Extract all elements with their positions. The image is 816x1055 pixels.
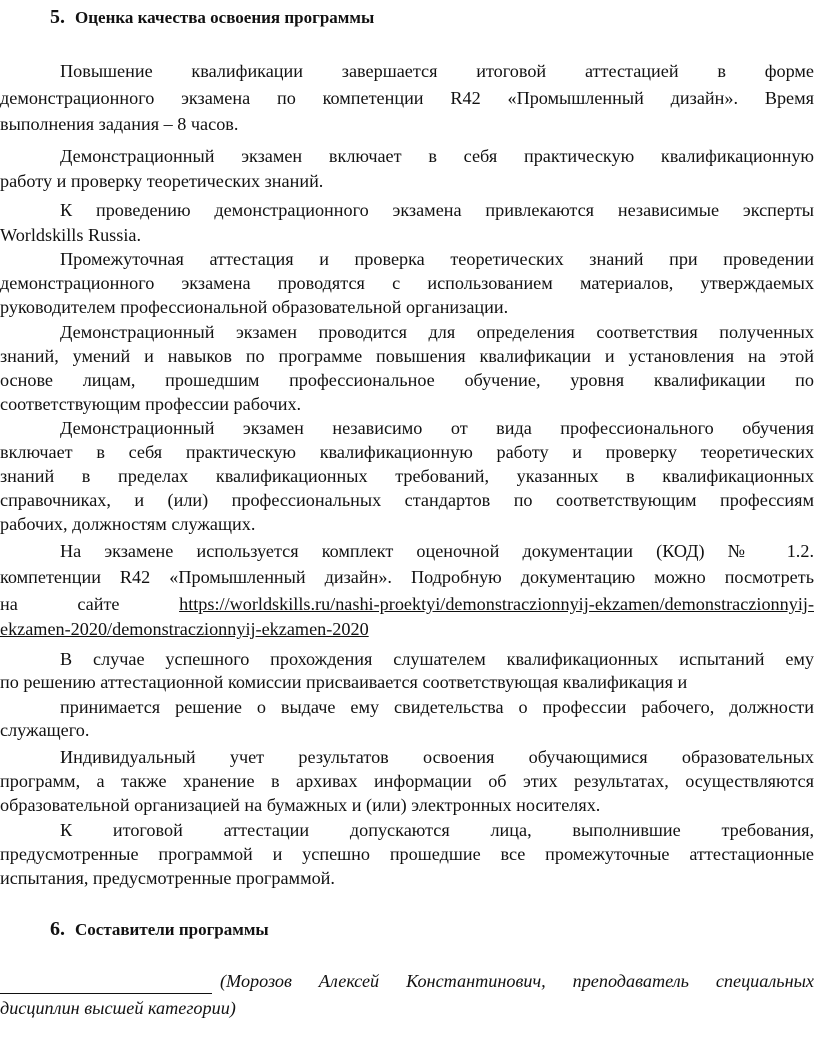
paragraph-line: знаний в пределах квалификационных требований, указанных в квалификационных xyxy=(0,466,814,486)
paragraph-line: выполнения задания – 8 часов. xyxy=(0,114,239,134)
paragraph-line xyxy=(0,617,814,641)
paragraph-line: знаний, умений и навыков по программе повышения квалификации и установления на этой xyxy=(0,346,814,366)
paragraph-line: Демонстрационный экзамен включает в себя практическую квалификационную xyxy=(60,146,814,166)
paragraph-line: работу и проверку теоретических знаний. xyxy=(0,171,324,191)
paragraph-line: демонстрационного экзамена проводятся с использованием материалов, утверждаемых xyxy=(0,273,814,293)
paragraph-line: включает в себя практическую квалификационную работу и проверку теоретических xyxy=(0,442,814,462)
author-info-line-2: дисциплин высшей категории) xyxy=(0,998,236,1018)
paragraph-line: К проведению демонстрационного экзамена привлекаются независимые эксперты xyxy=(60,200,814,220)
paragraph-line: испытания, предусмотренные программой. xyxy=(0,868,335,888)
paragraph-line xyxy=(0,592,814,616)
section-6-title: Составители программы xyxy=(75,920,269,939)
author-info-line-1: (Морозов Алексей Константинович, преподаватель специальных xyxy=(220,971,814,991)
section-5-number: 5. xyxy=(50,6,65,28)
paragraph-line: программ, а также хранение в архивах информации об этих результатах, осуществляются xyxy=(0,771,814,791)
paragraph-line: образовательной организацией на бумажных и (или) электронных носителях. xyxy=(0,795,601,815)
paragraph-line: Демонстрационный экзамен проводится для определения соответствия полученных xyxy=(60,322,814,342)
paragraph-line: Worldskills Russia. xyxy=(0,225,142,245)
paragraph-line: предусмотренные программой и успешно прошедшие все промежуточные аттестационные xyxy=(0,844,814,864)
site-prefix: на сайте xyxy=(0,594,120,614)
worldskills-link-part-1[interactable]: https://worldskills.ru/nashi-proektyi/demonstraczionnyij-ekzamen/demonstraczionnyij- xyxy=(179,594,814,614)
paragraph-line: принимается решение о выдаче ему свидетельства о профессии рабочего, должности xyxy=(60,697,814,717)
signature-line xyxy=(0,993,212,994)
paragraph-line: В случае успешного прохождения слушателем квалификационных испытаний ему xyxy=(60,649,814,669)
paragraph-line: служащего. xyxy=(0,720,90,740)
paragraph-line: соответствующим профессии рабочих. xyxy=(0,394,302,414)
paragraph-line: компетенции R42 «Промышленный дизайн». Подробную документацию можно посмотреть xyxy=(0,567,814,587)
paragraph-line: рабочих, должностям служащих. xyxy=(0,514,256,534)
paragraph-line: руководителем профессиональной образовательной организации. xyxy=(0,297,509,317)
paragraph-line: Повышение квалификации завершается итоговой аттестацией в форме xyxy=(60,61,814,81)
paragraph-line: Демонстрационный экзамен независимо от вида профессионального обучения xyxy=(60,418,814,438)
section-5-title: Оценка качества освоения программы xyxy=(75,8,375,27)
paragraph-line: К итоговой аттестации допускаются лица, выполнившие требования, xyxy=(60,820,814,840)
paragraph-line: Индивидуальный учет результатов освоения обучающимися образовательных xyxy=(60,747,814,767)
paragraph-line: по решению аттестационной комиссии присваивается соответствующая квалификация и xyxy=(0,672,688,692)
paragraph-line: На экзамене используется комплект оценочной документации (КОД) № 1.2. xyxy=(60,541,814,561)
section-5-heading xyxy=(50,6,374,29)
paragraph-line: Промежуточная аттестация и проверка теоретических знаний при проведении xyxy=(60,249,814,269)
paragraph-line: основе лицам, прошедшим профессиональное обучение, уровня квалификации по xyxy=(0,370,814,390)
section-6-number: 6. xyxy=(50,918,65,940)
paragraph-line: справочниках, и (или) профессиональных стандартов по соответствующим профессиям xyxy=(0,490,814,510)
paragraph-line: демонстрационного экзамена по компетенции R42 «Промышленный дизайн». Время xyxy=(0,88,814,108)
worldskills-link-part-2[interactable]: ekzamen-2020/demonstraczionnyij-ekzamen-2020 xyxy=(0,619,369,639)
section-6-heading xyxy=(50,918,269,941)
